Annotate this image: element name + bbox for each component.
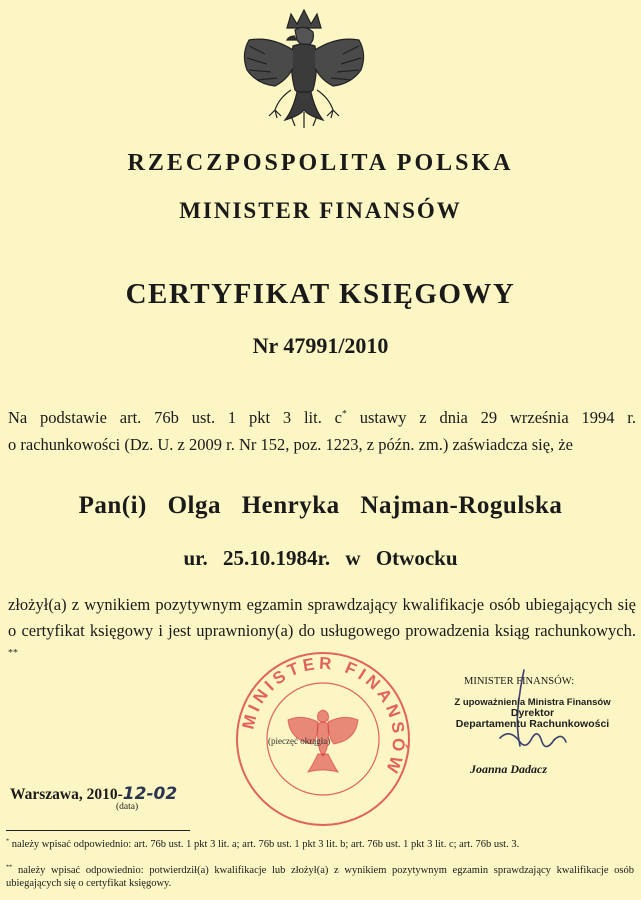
- signatory-name: Joanna Dadacz: [470, 762, 548, 776]
- legal-basis-line2: o rachunkowości (Dz. U. z 2009 r. Nr 152, poz. 1223, z późn. zm.) zaświadcza się, że: [8, 435, 573, 454]
- legal-basis-line1: Na podstawie art. 76b ust. 1 pkt 3 lit. c* ustawy z dnia 29 września 1994 r.: [8, 408, 636, 427]
- certificate-title: CERTYFIKAT KSIĘGOWY: [125, 278, 516, 310]
- department-line: Departamentu Rachunkowości: [455, 718, 610, 730]
- footnote-1: * należy wpisać odpowiednio: art. 76b ust. 1 pkt 3 lit. a; art. 76b ust. 1 pkt 3 lit. b; art. 76b ust. 1 pkt 3 lit. c; art. 76b ust. 3.: [6, 837, 520, 850]
- position-line: Dyrektor: [510, 707, 555, 719]
- holder-birth: ur. 25.10.1984r. w Otwocku: [183, 546, 458, 570]
- authorization-line: Z upoważnienia Ministra Finansów: [454, 697, 611, 708]
- footnote-2: ** należy wpisać odpowiednio: potwierdził(a) kwalifikacje lub złożył(a) z wynikiem pozytywnym egzamin sprawdzający kwalifikacje osób ubiegających się o certyfikat księgowy.: [6, 863, 634, 889]
- stamp-ring-text: MINISTER FINANSÓW: [238, 653, 409, 780]
- eagle-emblem-icon: [235, 6, 373, 148]
- date-label: (data): [116, 802, 139, 812]
- certificate-number: Nr 47991/2010: [252, 333, 389, 358]
- ministry-heading: MINISTER FINANSÓW: [179, 198, 462, 223]
- issue-date: Warszawa, 2010-12-02: [10, 784, 178, 804]
- holder-name: Pan(i) Olga Henryka Najman-Rogulska: [78, 492, 563, 519]
- signatory-role: MINISTER FINANSÓW:: [464, 676, 575, 687]
- stamp-note: (pieczęć okrągła): [268, 736, 331, 746]
- country-heading: RZECZPOSPOLITA POLSKA: [127, 150, 514, 176]
- footnote-divider: [6, 830, 190, 831]
- handwritten-date: 12-02: [122, 784, 178, 804]
- statement-text: złożył(a) z wynikiem pozytywnym egzamin sprawdzający kwalifikacje osób ubiegających się o certyfikat księgowy i jest uprawniony(a) do usługowego prowadzenia ksiąg rachunkowych. **: [8, 595, 636, 659]
- signature-stamp-block: [440, 697, 625, 730]
